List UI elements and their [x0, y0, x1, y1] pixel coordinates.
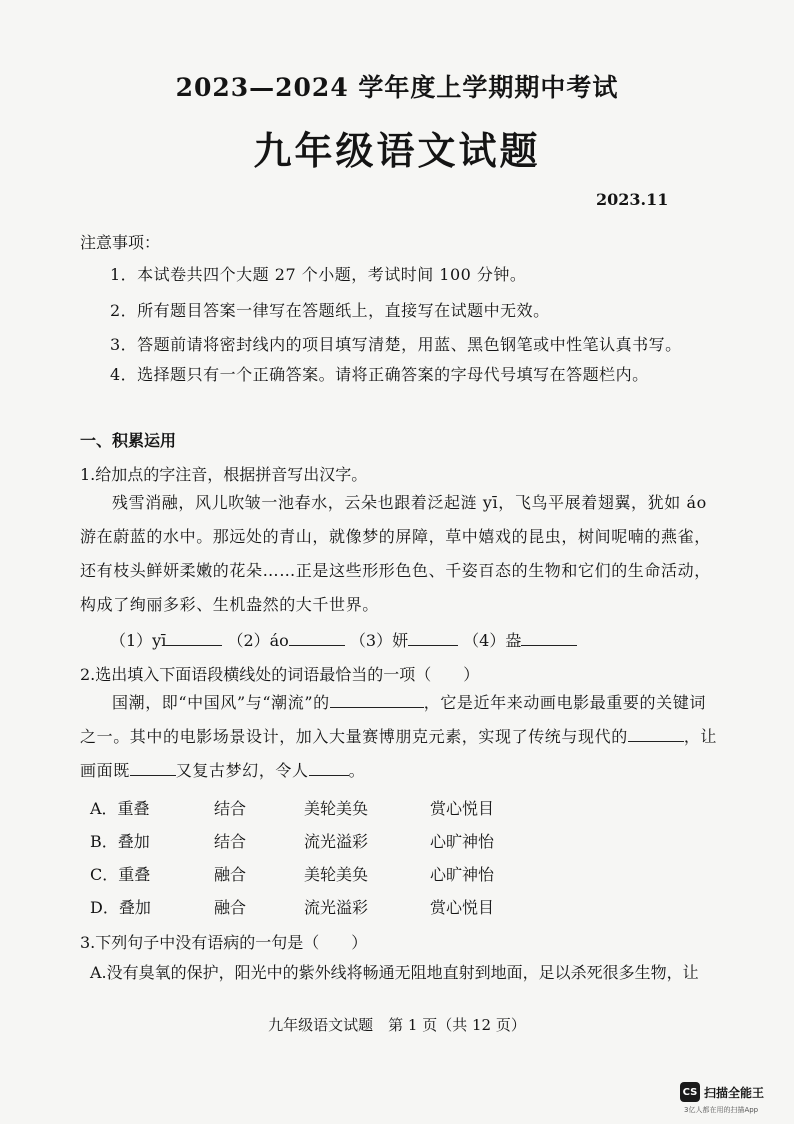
option-row-c[interactable]: [90, 862, 550, 885]
scanner-badge: [680, 1082, 764, 1102]
option-cell: 融合: [214, 898, 247, 917]
answer-blank[interactable]: [628, 727, 684, 742]
question-2-stem: 2.选出填入下面语段横线处的词语最恰当的一项（ ）: [80, 665, 480, 684]
blank-label: （3）妍: [349, 631, 409, 650]
passage-part: ，让画面既: [80, 727, 718, 780]
option-cell: D．叠加: [90, 898, 151, 917]
passage-part: 。: [348, 761, 366, 780]
answer-blank[interactable]: [130, 761, 176, 776]
scanner-tagline: 3亿人都在用的扫描App: [684, 1106, 759, 1114]
option-cell: A．重叠: [90, 799, 150, 818]
answer-blank[interactable]: [166, 631, 222, 646]
note-item: 4．选择题只有一个正确答案。请将正确答案的字母代号填写在答题栏内。: [110, 365, 649, 384]
blank-label: （4）盎: [463, 631, 522, 650]
exam-date: 2023.11: [596, 190, 669, 209]
note-item: 3．答题前请将密封线内的项目填写清楚，用蓝、黑色钢笔或中性笔认真书写。: [110, 335, 682, 354]
blank-label: （1）yī: [110, 631, 167, 650]
question-1-blanks: [110, 628, 577, 651]
note-item: 1．本试卷共四个大题 27 个小题，考试时间 100 分钟。: [110, 265, 527, 284]
option-cell: 美轮美奂: [304, 865, 369, 884]
option-cell: 美轮美奂: [304, 799, 369, 818]
question-2-passage: [80, 686, 720, 788]
option-cell: 结合: [214, 799, 247, 818]
option-cell: 结合: [214, 832, 247, 851]
paper-title: 九年级语文试题: [253, 128, 541, 173]
passage-part: 又复古梦幻，令人: [175, 761, 309, 780]
question-3-stem: 3.下列句子中没有语病的一句是（ ）: [80, 933, 368, 952]
option-row-b[interactable]: [90, 829, 550, 852]
answer-blank[interactable]: [289, 631, 345, 646]
option-row-d[interactable]: [90, 895, 550, 918]
option-cell: 心旷神怡: [430, 832, 495, 851]
section-heading: 一、积累运用: [80, 431, 177, 450]
notes-heading: 注意事项：: [80, 233, 161, 252]
option-cell: C．重叠: [90, 865, 151, 884]
option-cell: 赏心悦目: [430, 799, 495, 818]
answer-blank[interactable]: [521, 631, 577, 646]
blank-label: （2）áo: [227, 631, 289, 650]
option-cell: 流光溢彩: [304, 898, 369, 917]
camscanner-logo-icon: CS: [680, 1082, 700, 1102]
answer-blank[interactable]: [330, 693, 424, 708]
question-1-stem: 1.给加点的字注音，根据拼音写出汉字。: [80, 465, 368, 484]
option-cell: 流光溢彩: [304, 832, 369, 851]
option-cell: 心旷神怡: [430, 865, 495, 884]
answer-blank[interactable]: [408, 631, 458, 646]
note-item: 2．所有题目答案一律写在答题纸上，直接写在试题中无效。: [110, 301, 550, 320]
question-1-passage: 残雪消融，风儿吹皱一池春水，云朵也跟着泛起涟 yī，飞鸟平展着翅翼，犹如 áo 游在蔚蓝的水中。那远处的青山，就像梦的屏障，草中嬉戏的昆虫，树间呢喃的燕雀，还有枝头鲜妍柔嫩的花朵……正是这些形形色色、千姿百态的生物和它们的生命活动，构成了绚丽多彩、生机盎然的大千世界。: [80, 493, 711, 614]
page-footer: 九年级语文试题 第 1 页（共 12 页）: [268, 1016, 526, 1034]
question-3-option-a: A.没有臭氧的保护，阳光中的紫外线将畅通无阻地直射到地面，足以杀死很多生物，让: [90, 963, 699, 982]
exam-title: 2023—2024 学年度上学期期中考试: [175, 73, 619, 102]
option-cell: B．叠加: [90, 832, 150, 851]
scanner-app-name: 扫描全能王: [704, 1085, 765, 1100]
passage-part: 国潮，即“中国风”与“潮流”的: [112, 693, 330, 712]
passage-part: ，它是近年来动画电影最重要的关键词之一。其中的电影场景设计，加入大量赛博朋克元素，实现了传统与现代的: [80, 693, 706, 746]
option-cell: 赏心悦目: [430, 898, 495, 917]
answer-blank[interactable]: [309, 761, 349, 776]
option-cell: 融合: [214, 865, 247, 884]
option-row-a[interactable]: [90, 796, 550, 819]
